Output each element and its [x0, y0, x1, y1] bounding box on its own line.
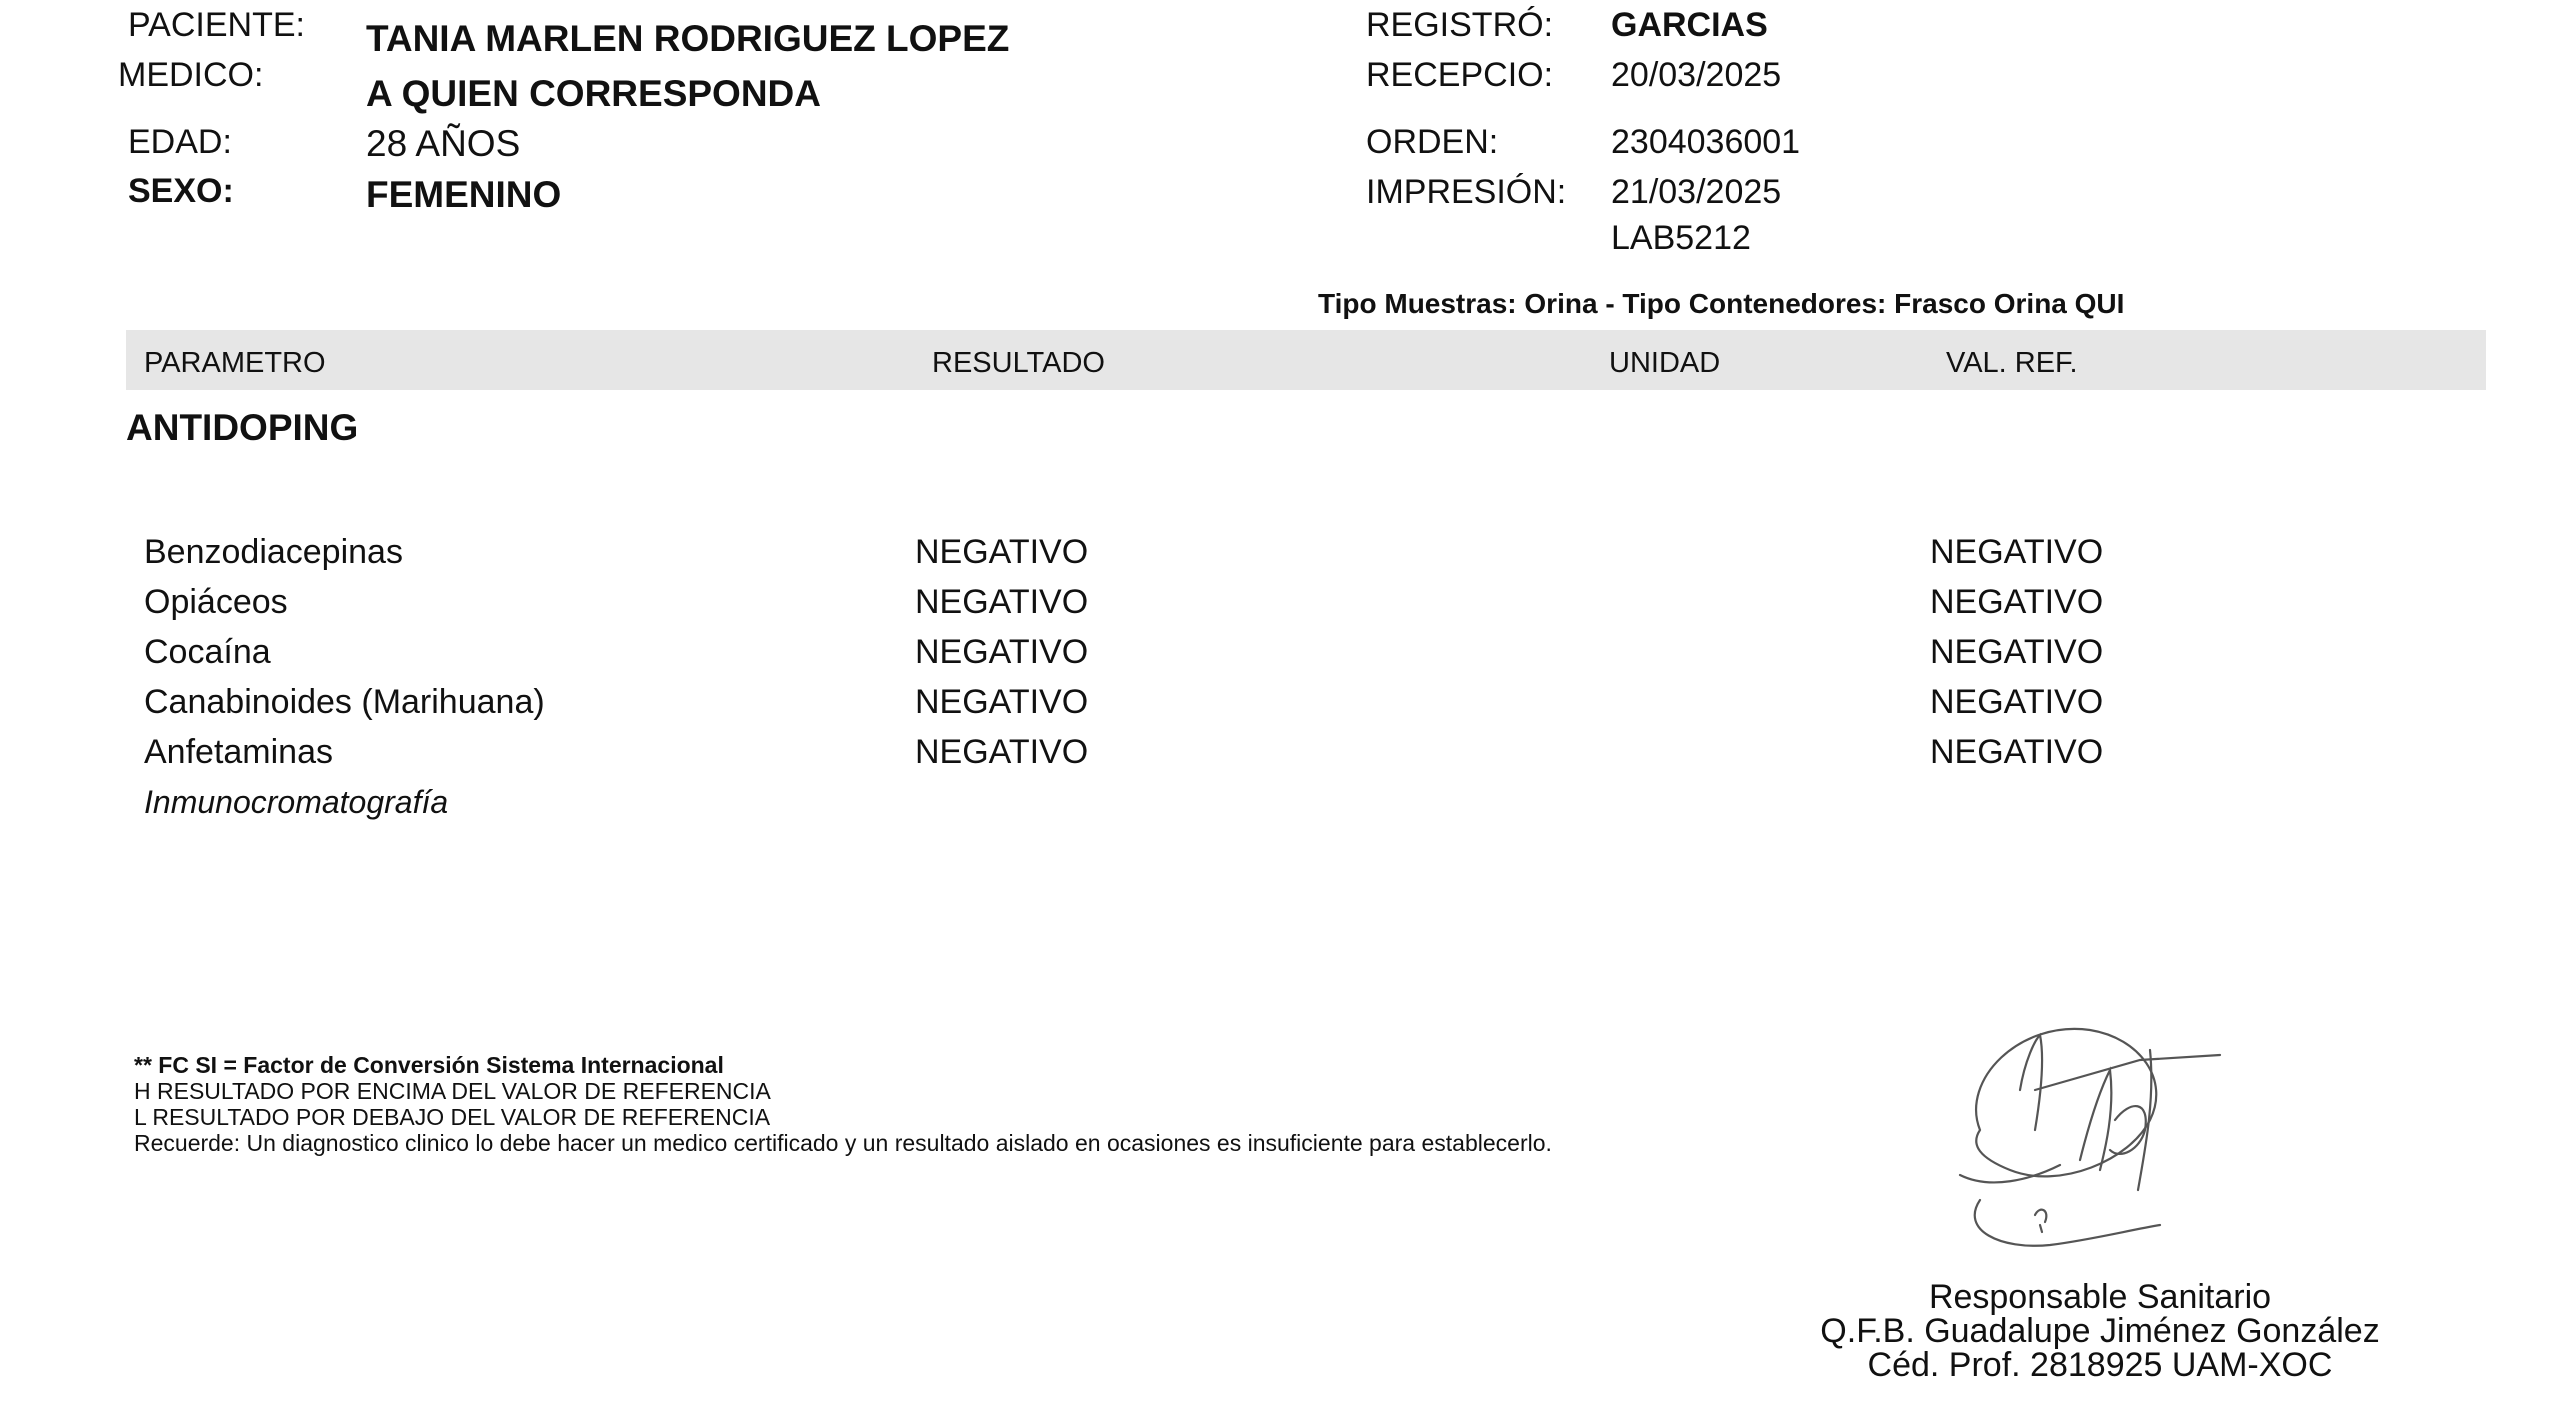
age-value: 28 AÑOS	[366, 123, 521, 164]
note-reminder: Recuerde: Un diagnostico clinico lo debe hacer un medico certificado y un resultado aislado en ocasiones es insuficiente para establecerlo.	[134, 1130, 1552, 1156]
signatory-license: Céd. Prof. 2818925 UAM-XOC	[1867, 1346, 2333, 1384]
row-parametro-2: Cocaína	[144, 633, 271, 671]
header-unidad: UNIDAD	[1609, 347, 1721, 379]
row-ref-4: NEGATIVO	[1930, 733, 2104, 771]
row-resultado-4: NEGATIVO	[915, 733, 1089, 771]
registered-by-label: REGISTRÓ:	[1366, 6, 1554, 44]
signatory-name: Q.F.B. Guadalupe Jiménez González	[1820, 1312, 2380, 1350]
reception-label: RECEPCIO:	[1366, 56, 1554, 94]
row-ref-2: NEGATIVO	[1930, 633, 2104, 671]
row-ref-0: NEGATIVO	[1930, 533, 2104, 571]
row-parametro-0: Benzodiacepinas	[144, 533, 403, 571]
row-parametro-1: Opiáceos	[144, 583, 288, 621]
header-resultado: RESULTADO	[932, 347, 1105, 379]
doctor-label: MEDICO:	[118, 56, 264, 94]
table-header	[126, 330, 2486, 390]
sample-info: Tipo Muestras: Orina - Tipo Contenedores: Frasco Orina QUI	[1318, 288, 2125, 319]
row-parametro-4: Anfetaminas	[144, 733, 333, 771]
note-h: H RESULTADO POR ENCIMA DEL VALOR DE REFERENCIA	[134, 1078, 771, 1104]
row-parametro-3: Canabinoides (Marihuana)	[144, 683, 545, 721]
header-val-ref: VAL. REF.	[1946, 347, 2078, 379]
note-fc-si: ** FC SI = Factor de Conversión Sistema Internacional	[134, 1052, 724, 1078]
signature-image	[1940, 1000, 2260, 1260]
section-title: ANTIDOPING	[126, 407, 359, 448]
patient-name: TANIA MARLEN RODRIGUEZ LOPEZ	[366, 18, 1010, 59]
row-ref-1: NEGATIVO	[1930, 583, 2104, 621]
row-resultado-1: NEGATIVO	[915, 583, 1089, 621]
signatory-role: Responsable Sanitario	[1928, 1278, 2272, 1316]
age-label: EDAD:	[128, 123, 232, 161]
reception-date: 20/03/2025	[1611, 56, 1782, 94]
registered-by-value: GARCIAS	[1611, 6, 1768, 44]
lab-code: LAB5212	[1611, 219, 1751, 257]
print-label: IMPRESIÓN:	[1366, 173, 1567, 211]
doctor-value: A QUIEN CORRESPONDA	[366, 73, 822, 114]
order-label: ORDEN:	[1366, 123, 1499, 161]
method-label: Inmunocromatografía	[144, 784, 449, 820]
row-resultado-0: NEGATIVO	[915, 533, 1089, 571]
patient-label: PACIENTE:	[128, 6, 305, 44]
note-l: L RESULTADO POR DEBAJO DEL VALOR DE REFERENCIA	[134, 1104, 771, 1130]
sex-value: FEMENINO	[366, 174, 562, 215]
header-parametro: PARAMETRO	[144, 347, 326, 379]
row-resultado-2: NEGATIVO	[915, 633, 1089, 671]
order-number: 2304036001	[1611, 123, 1801, 161]
sex-label: SEXO:	[128, 172, 234, 210]
row-resultado-3: NEGATIVO	[915, 683, 1089, 721]
print-date: 21/03/2025	[1611, 173, 1782, 211]
row-ref-3: NEGATIVO	[1930, 683, 2104, 721]
